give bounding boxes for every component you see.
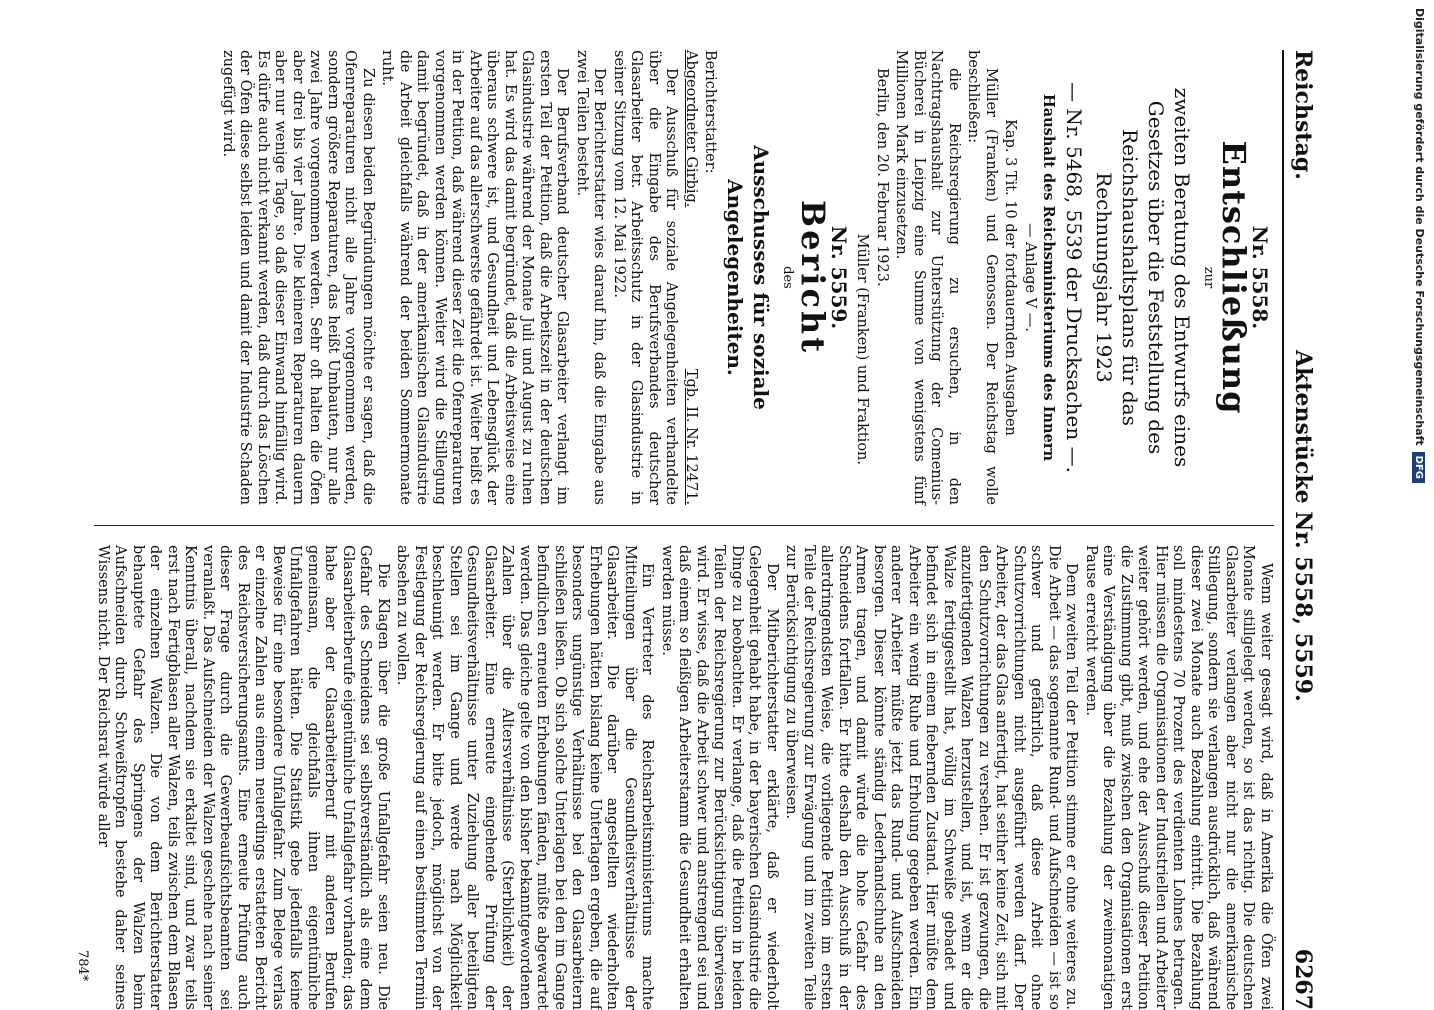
report-paragraph-3: Der Berufsverband deutscher Glasarbeiter verlangt im ersten Teil der Petition, daß die Arbeitszeit in der deutschen Glasindustrie während der Monate Juli und August zu ruhen hat. Es wird das damit begründet, daß die Arbeitsweise eine überaus schwere ist, und Gesundheit und Lebensglück der Arbeiter auf das allerschwerste gefährdet ist. Weiter heißt es in der Petition, daß während dieser Zeit die Ofenreparaturen vorgenommen werden können. Weiter wird die Stillegung damit begründet, daß in der amerikanischen Glasindustrie die Arbeit gleichfalls während der beiden Sommermonate ruht. bbox=[379, 50, 571, 505]
doc1-signature: Müller (Franken) und Fraktion. bbox=[854, 233, 871, 465]
report-paragraph-4: Zu diesen beiden Begründungen möchte er sagen, daß die Ofenreparaturen nicht alle Jahre vorgenommen werden, sondern größere Reparaturen, das heißt Umbauten, nur alle zwei Jahre vorgenommen werden. Sehr oft halten die Öfen aber drei bis vier Jahre. Die kleineren Reparaturen dauern aber nur wenige Tage, so daß dieser Einwand hinfällig wird. Es dürfe auch nicht verkannt werden, daß durch das Löschen der Öfen diese selbst leiden und damit der Industrie Schaden zugefügt wird. bbox=[220, 50, 376, 505]
doc1-section: Haushalt des Reichsministeriums des Innern bbox=[1040, 94, 1058, 461]
report-paragraph-1: Der Ausschuß für soziale Angelegenheiten verhandelte über die Eingabe des Berufsverbandes deutscher Glasarbeiter betr. Arbeitsschutz in der Glasindustrie in seiner Sitzung vom 12. Mai 1922. bbox=[611, 50, 680, 505]
reporter-name: Abgeordneter Girbig. bbox=[683, 50, 699, 208]
doc2-title: Bericht bbox=[794, 200, 833, 355]
right-paragraph-2: Dem zweiten Teil der Petition stimme er ohne weiteres zu. Die Arbeit — das sogenannte Rund- und Aufschneiden — ist so schwer und gefährlich, daß diese Arbeit ohne Schutzvorrichtungen nicht ausgeführt werden darf. Der Arbeiter, der das Glas anfertigt, hat seither keine Zeit, sich mit den Schutzvorrichtungen zu versehen. Er ist gezwungen, die anzufertigenden Walzen herzustellen, und ist, wenn er die Walze fertiggestellt hat, völlig im Schweiße gebadet und befindet sich in einem fiebernden Zustand. Hier müßte dem Arbeiter ein wenig Ruhe und Erholung gegeben werden. Ein anderer Arbeiter müßte jetzt das Rund- und Aufschneiden besorgen. Dieser könnte ständig Lederhandschuhe an den Armen tragen, und damit würde die hohe Gefahr des Schneidens fortfallen. Er bitte deshalb den Ausschuß in der allerdringendsten Weise, die vorliegende Petition im ersten Teile der Reichsregierung zur Erwägung und im zweiten Teile zur Berücksichtigung zu überweisen. bbox=[783, 545, 1080, 1010]
doc1-resolution: die Reichsregierung zu ersuchen, in den Nachtragshaushalt zur Unterstützung der Comenius-Bücherei in Leipzig eine Summe von wenigstens fünf Millionen Mark einzusetzen. bbox=[893, 50, 962, 505]
page-number: 6267 bbox=[1290, 948, 1316, 1010]
reporter-label: Berichterstatter: bbox=[702, 50, 719, 174]
doc1-date: Berlin, den 20. Februar 1923. bbox=[874, 68, 890, 287]
left-column bbox=[217, 50, 1275, 505]
doc1-subtitle: zweiten Beratung des Entwurfs eines Gesetzes über die Feststellung des Reichshaushaltsplans für das Rechnungsjahr 1923 bbox=[1092, 87, 1195, 468]
header-rule bbox=[1282, 50, 1284, 1010]
right-paragraph-3: Der Mitberichterstatter erklärte, daß er wiederholt Gelegenheit gehabt habe, in der bayerischen Glasindustrie die Dinge zu beobachten. Er verlange, daß die Petition in beiden Teilen der Reichsregierung zur Berücksichtigung überwiesen wird. Er wisse, daß die Arbeit schwer und anstrengend sei und daß einem so fleißigen Arbeiterstamm die Gesundheit erhalten werden müsse. bbox=[659, 545, 780, 1010]
doc1-kap: Kap. 3 Tit. 10 der fortdauernden Ausgaben bbox=[1002, 119, 1019, 436]
journal-ref: Tgb. II. Nr. 12471. bbox=[683, 368, 699, 505]
doc2-subtitle: Ausschusses für soziale Angelegenheiten. bbox=[723, 145, 774, 410]
doc1-anlage: — Anlage V —. bbox=[1022, 223, 1038, 332]
right-paragraph-1: Wenn weiter gesagt wird, daß in Amerika die Öfen zwei Monate stillgelegt werden, so ist das richtig. Die deutschen Glasarbeiter verlangen aber nicht nur die amerikanische Stillegung, sondern sie verlangen ausdrücklich, daß während dieser zwei Monate auch Bezahlung eintritt. Die Bezahlung soll mindestens 70 Prozent des verdienten Lohnes betragen. Hier müssen die Organisationen der Industriellen und Arbeiter weiter gehört werden, und ehe der Ausschuß dieser Petition die Zustimmung gibt, muß zwischen den Organisationen erst eine Verständigung über die Bezahlung der zweimonatigen Pause erreicht werden. bbox=[1083, 545, 1274, 1010]
rotated-sheet bbox=[20, 50, 1320, 1010]
doc1-zur: zur bbox=[1201, 266, 1216, 289]
doc1-title: Entschließung bbox=[1215, 140, 1254, 415]
header-title: Aktenstücke Nr. 5558, 5559. bbox=[1290, 350, 1316, 702]
header-reichstag: Reichstag. bbox=[1290, 50, 1316, 180]
doc1-number: Nr. 5558. bbox=[1248, 225, 1272, 330]
dfg-logo: DFG bbox=[1412, 452, 1425, 483]
dfg-credit-text: Digitalisierung gefördert durch die Deutsche Forschungsgemeinschaft bbox=[1413, 8, 1426, 446]
right-paragraph-5: Die Klagen über die große Unfallgefahr seien neu. Die Gefahr des Schneidens sei selbstverständlich als eine dem Glasarbeiterberufe eigentümliche Unfallgefahr vorhanden; das habe aber der Glasarbeiterberuf mit anderen Berufen gemeinsam, die gleichfalls ihnen eigentümliche Unfallgefahren hätten. Die Statistik gebe jedenfalls keine Beweise für eine besondere Unfallgefahr. Zum Belege verlas er einzelne Zahlen aus einem neuerdings erstatteten Bericht des Reichsversicherungsamts. Eine erneute Prüfung auch dieser Frage durch die Gewerbeaufsichtsbeamten sei veranlaßt. Das Aufschneiden der Walzen geschehe nach seiner Kenntnis überall, nachdem sie erkaltet sind, und zwar teils erst nach Fertigblasen aller Walzen, teils zwischen dem Blasen der einzelnen Walzen. Die von dem Berichterstatter behauptete Gefahr des Springens der Walzen beim Aufschneiden durch Schweißtropfen bestehe daher seines Wissens nicht. Der Reichsrat würde aller bbox=[95, 545, 391, 1010]
sheet-mark: 784* bbox=[75, 950, 90, 982]
reporter-line bbox=[682, 50, 700, 505]
column-rule bbox=[94, 525, 1274, 526]
doc1-refs: — Nr. 5468, 5539 der Drucksachen —. bbox=[1062, 82, 1087, 473]
running-header bbox=[1286, 50, 1320, 1010]
doc2-number: Nr. 5559. bbox=[827, 225, 851, 330]
dfg-side-note bbox=[1404, 8, 1426, 988]
doc1-body: Müller (Franken) und Genossen. Der Reichstag wolle beschließen: bbox=[965, 50, 999, 505]
right-paragraph-4: Ein Vertreter des Reichsarbeitsministeriums machte Mitteilungen über die Gesundheitsverhältnisse der Glasarbeiter. Die darüber angestellten wiederholten Erhebungen hätten bislang keine Unterlagen ergeben, die auf besonders ungünstige Verhältnisse bei den Glasarbeitern schließen ließen. Ob sich solche Unterlagen bei den im Gange befindlichen erneuten Erhebungen fänden, müßte abgewartet werden. Das gleiche gelte von den bisher bekanntgewordenen Zahlen über die Altersverhältnisse (Sterblichkeit) der Glasarbeiter. Eine erneute eingehende Prüfung der Gesundheitsverhältnisse unter Zuziehung aller beteiligten Stellen sei im Gange und werde nach Möglichkeit beschleunigt werden. Er bitte jedoch, möglichst von der Festlegung der Reichsregierung auf einen bestimmten Termin absehen zu wollen. bbox=[394, 545, 656, 1010]
right-column bbox=[92, 545, 1275, 1010]
report-paragraph-2: Der Berichterstatter wies darauf hin, daß die Eingabe aus zwei Teilen besteht. bbox=[574, 50, 608, 505]
doc2-des: des bbox=[780, 266, 795, 289]
